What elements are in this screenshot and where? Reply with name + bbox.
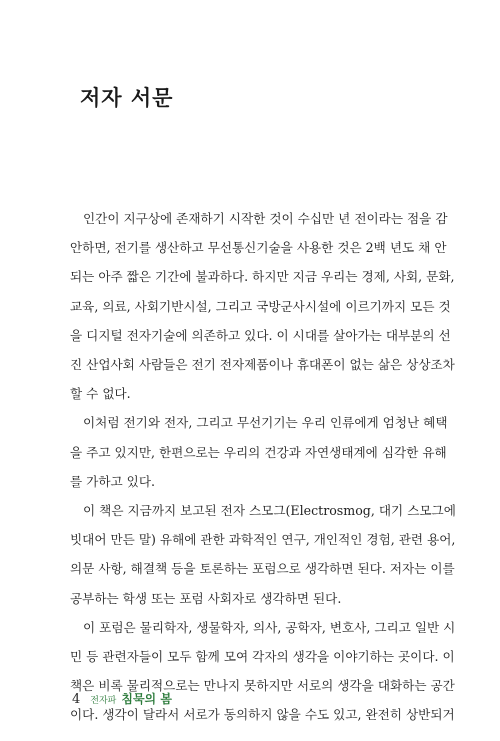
text-line: 의문 사항, 해결책 등을 토론하는 포럼으로 생각하면 된다. 저자는 이를 [70,561,455,577]
paragraph-3 [70,496,456,613]
text-line: 이처럼 전기와 전자, 그리고 무선기기는 우리 인류에게 엄청난 혜택 [83,415,448,431]
text-line: 안하면, 전기를 생산하고 무선통신기술을 사용한 것은 2백 년도 채 안 [70,240,447,256]
text-line: 를 가하고 있다. [70,473,156,489]
text-line: 을 디지털 전자기술에 의존하고 있다. 이 시대를 살아가는 대부분의 선 [70,327,451,343]
text-line: 책은 비록 물리적으로는 만나지 못하지만 서로의 생각을 대화하는 공간 [70,678,455,694]
chapter-title: 저자 서문 [80,85,174,110]
text-line: 이다. 생각이 달라서 서로가 동의하지 않을 수도 있고, 완전히 상반되거 [70,707,455,723]
text-line: 공부하는 학생 또는 포럼 사회자로 생각하면 된다. [70,590,342,606]
paragraph-2 [70,408,448,496]
page-footer [72,690,172,707]
text-line: 교육, 의료, 사회기반시설, 그리고 국방군사시설에 이르기까지 모든 것 [70,298,451,314]
text-line: 을 주고 있지만, 한편으로는 우리의 건강과 자연생태계에 심각한 유해 [70,444,447,460]
book-title: 침묵의 봄 [121,692,172,706]
text-line: 이 포럼은 물리학자, 생물학자, 의사, 공학자, 변호사, 그리고 일반 시 [83,619,456,635]
text-line: 진 산업사회 사람들은 전기 전자제품이나 휴대폰이 없는 삶은 상상조차 [70,357,455,373]
text-line: 인간이 지구상에 존재하기 시작한 것이 수십만 년 전이라는 점을 감 [83,211,448,226]
paragraph-1 [70,204,455,408]
text-line: 빗대어 만든 말) 유해에 관한 과학적인 연구, 개인적인 경험, 관련 용어, [70,532,456,548]
series-label: 전자파 [90,696,117,706]
page-number: 4 [72,692,81,707]
text-line: 되는 아주 짧은 기간에 불과하다. 하지만 지금 우리는 경제, 사회, 문화, [70,269,455,285]
text-line: 할 수 없다. [70,386,131,402]
body-text [70,204,456,730]
text-line: 이 책은 지금까지 보고된 전자 스모그(Electrosmog, 대기 스모그에 [83,503,456,519]
paragraph-4 [70,613,456,730]
text-line: 민 등 관련자들이 모두 함께 모여 각자의 생각을 이야기하는 곳이다. 이 [70,649,455,665]
